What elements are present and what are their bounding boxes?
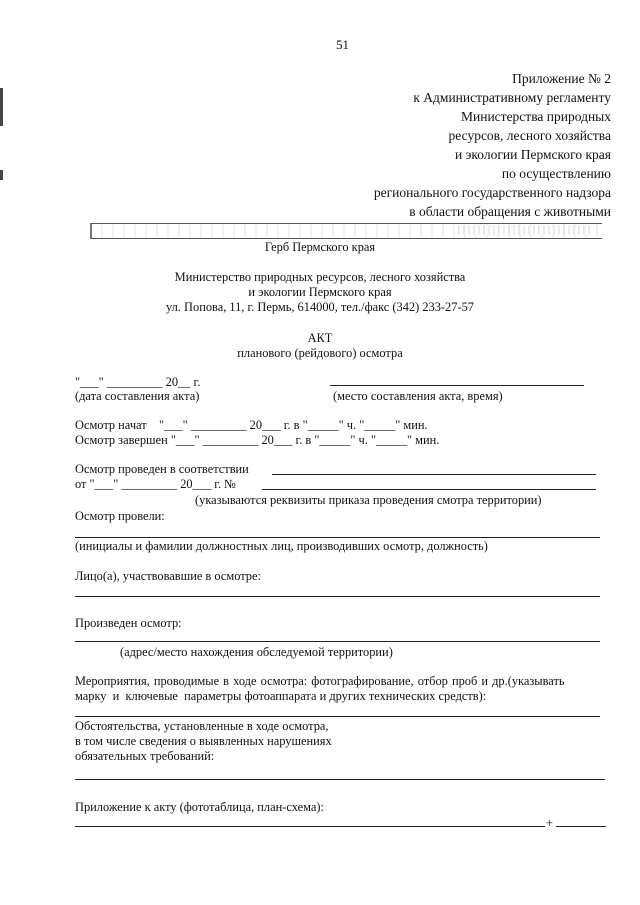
inspected-line [75, 641, 600, 642]
letterhead-noise [455, 225, 590, 235]
scan-edge-mark [0, 170, 3, 180]
according-line [272, 474, 596, 475]
page-number: 51 [336, 37, 349, 52]
officials-line [75, 537, 600, 538]
document-title: АКТ [307, 331, 333, 345]
appendix-line: и экологии Пермского края [455, 147, 611, 162]
appendix-line: к Административному регламенту [413, 90, 611, 105]
inspection-start: Осмотр начат "___" _________ 20___ г. в "_____" ч. "_____" мин. [75, 418, 428, 432]
circumstances-line [75, 779, 605, 780]
order-number-line [262, 489, 596, 490]
according-label: Осмотр проведен в соответствии [75, 462, 249, 476]
appendix-line: Приложение № 2 [512, 71, 611, 86]
ministry-address: ул. Попова, 11, г. Пермь, 614000, тел./факс (342) 233-27-57 [166, 300, 474, 314]
scan-edge-mark [0, 88, 3, 126]
place-time-caption: (место составления акта, время) [333, 389, 503, 403]
measures-text-line2: марку и ключевые параметры фотоаппарата и других технических средств): [75, 689, 487, 703]
appendix-line: в области обращения с животными [409, 204, 611, 219]
circumstances-line3: обязательных требований: [75, 749, 215, 763]
appendix-block [374, 69, 611, 221]
attachment-line [75, 826, 545, 827]
measures-text-line1: Мероприятия, проводимые в ходе осмотра: фотографирование, отбор проб и др.(указывать [75, 674, 565, 688]
ministry-name-line2: и экологии Пермского края [248, 285, 392, 299]
attachment-line-tail [556, 826, 606, 827]
circumstances-line2: в том числе сведения о выявленных нарушениях [75, 734, 332, 748]
measures-line [75, 716, 600, 717]
act-date-field: "___" _________ 20__ г. [75, 375, 201, 389]
inspection-end: Осмотр завершен "___" _________ 20___ г. в "_____" ч. "_____" мин. [75, 433, 440, 447]
order-caption: (указываются реквизиты приказа проведения смотра территории) [195, 493, 542, 507]
participants-line [75, 596, 600, 597]
document-subtitle: планового (рейдового) осмотра [237, 346, 403, 360]
conducted-label: Осмотр провели: [75, 509, 165, 523]
circumstances-line1: Обстоятельства, установленные в ходе осмотра, [75, 719, 329, 733]
appendix-line: регионального государственного надзора [373, 185, 611, 200]
officials-caption: (инициалы и фамилии должностных лиц, производивших осмотр, должность) [75, 539, 488, 553]
inspected-label: Произведен осмотр: [75, 616, 182, 630]
attachment-label: Приложение к акту (фототаблица, план-схема): [75, 800, 324, 814]
participants-label: Лицо(а), участвовавшие в осмотре: [75, 569, 261, 583]
appendix-line: Министерства природных [461, 109, 611, 124]
address-caption: (адрес/место нахождения обследуемой территории) [120, 645, 393, 659]
place-time-line [330, 385, 584, 386]
appendix-line: ресурсов, лесного хозяйства [448, 128, 611, 143]
act-date-caption: (дата составления акта) [75, 389, 200, 403]
coat-of-arms-caption: Герб Пермского края [264, 240, 376, 254]
order-date-field: от "___" _________ 20___ г. № [75, 477, 236, 491]
ministry-name-line1: Министерство природных ресурсов, лесного хозяйства [174, 270, 466, 284]
appendix-line: по осуществлению [501, 166, 611, 181]
attachment-plus: + [546, 816, 553, 830]
